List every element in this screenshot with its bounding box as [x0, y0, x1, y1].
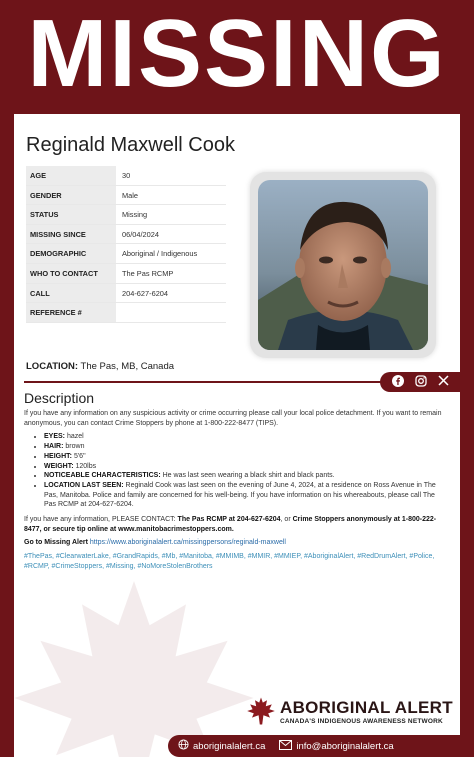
detail-label: AGE: [26, 166, 116, 185]
missing-alert-link[interactable]: https://www.aboriginalalert.ca/missingpersons/reginald-maxwell: [89, 539, 286, 547]
detail-label: DEMOGRAPHIC: [26, 244, 116, 263]
instagram-icon[interactable]: [415, 375, 427, 390]
detail-label: MISSING SINCE: [26, 225, 116, 244]
list-item: • NOTICEABLE CHARACTERISTICS: He was last seen wearing a black shirt and black pants.: [44, 471, 448, 481]
section-divider: [24, 381, 384, 383]
detail-value: 30: [122, 171, 131, 180]
maple-leaf-watermark-icon: [4, 567, 264, 757]
social-links: [380, 372, 460, 392]
missing-headline: MISSING: [27, 0, 447, 107]
website-link[interactable]: aboriginalalert.ca: [193, 740, 266, 752]
brand-title: ABORIGINAL ALERT: [280, 698, 453, 717]
list-item: • LOCATION LAST SEEN: Reginald Cook was last seen on the evening of June 4, 2024, at a residence on Ross Avenue in The Pas, Manitoba. Police and family are concerned for his well-being. If you have information on his whereabouts, please call The Pas RCMP at 204-627-6204.: [44, 481, 448, 510]
brand-logo: [246, 696, 456, 732]
detail-label: CALL: [26, 284, 116, 303]
detail-value: Missing: [122, 210, 148, 220]
detail-row-demographic: [26, 244, 226, 264]
description-body: [24, 409, 448, 576]
website-item[interactable]: [178, 739, 265, 753]
physical-details-list: [44, 432, 448, 510]
person-name: Reginald Maxwell Cook: [26, 134, 235, 156]
location-label: LOCATION:: [26, 361, 79, 372]
detail-value: [116, 303, 226, 322]
facebook-icon[interactable]: [392, 375, 404, 390]
detail-row-missing-since: [26, 225, 226, 245]
detail-value: Aboriginal / Indigenous: [122, 249, 198, 259]
email-item[interactable]: [279, 740, 393, 753]
location-line: [26, 361, 174, 372]
brand-subtitle: CANADA'S INDIGENOUS AWARENESS NETWORK: [280, 718, 443, 725]
detail-row-reference: [26, 303, 226, 323]
x-icon[interactable]: [438, 375, 449, 389]
detail-label: REFERENCE #: [26, 303, 116, 322]
hashtags[interactable]: #ThePas, #ClearwaterLake, #GrandRapids, #Mb, #Manitoba, #MMIMB, #MMIR, #MMIEP, #AboriginalAlert, #RedDrumAlert, #Police, #RCMP, #CrimeStoppers, #Missing, #NoMoreStolenBrothers: [24, 553, 435, 570]
mail-icon: [279, 740, 292, 753]
contact-paragraph: If you have any information, PLEASE CONTACT: The Pas RCMP at 204-627-6204, or Crime Stoppers anonymously at 1-800-222-8477, or secure tip online at www.manitobacrimestoppers.com.: [24, 516, 437, 533]
photo-frame: [250, 172, 436, 358]
person-photo: [258, 180, 428, 350]
detail-label: GENDER: [26, 186, 116, 205]
detail-value: 204-627-6204: [122, 288, 169, 298]
email-link[interactable]: info@aboriginalalert.ca: [296, 740, 394, 752]
list-item: • EYES: hazel: [44, 432, 448, 442]
detail-value: 06/04/2024: [122, 229, 159, 239]
list-item: • HEIGHT: 5'6": [44, 452, 448, 462]
detail-label: STATUS: [26, 205, 116, 224]
poster-card: [14, 114, 460, 757]
detail-row-status: [26, 205, 226, 225]
detail-label: WHO TO CONTACT: [26, 264, 116, 283]
detail-row-call: [26, 284, 226, 304]
description-intro: If you have any information on any suspicious activity or crime occurring please call your local police detachment. If you want to remain anonymous, you can contact Crime Stoppers by phone at 1-800-222-8477 (TIPS).: [24, 410, 442, 427]
missing-alert-link-line: Go to Missing Alert https://www.aboriginalalert.ca/missingpersons/reginald-maxwell: [24, 539, 286, 547]
list-item: • HAIR: brown: [44, 442, 448, 452]
detail-row-age: [26, 166, 226, 186]
list-item: • WEIGHT: 120lbs: [44, 462, 448, 472]
detail-row-contact: [26, 264, 226, 284]
description-heading: Description: [24, 390, 95, 406]
details-table: [26, 166, 226, 323]
location-value: The Pas, MB, Canada: [80, 361, 175, 372]
detail-row-gender: [26, 186, 226, 206]
detail-value: Male: [122, 190, 139, 200]
globe-icon: [178, 739, 189, 753]
footer-bar: [168, 735, 460, 757]
maple-leaf-logo-icon: [246, 696, 276, 726]
detail-value: The Pas RCMP: [122, 268, 174, 278]
